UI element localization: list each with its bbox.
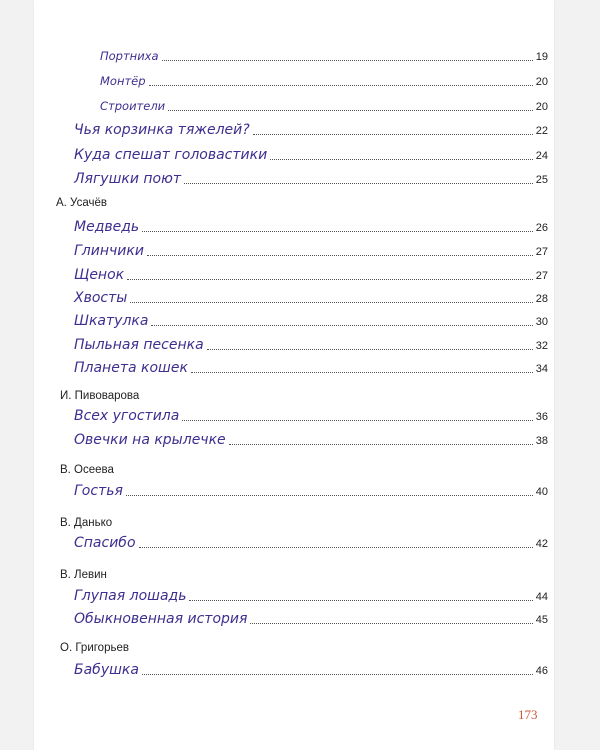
entry-title: Строители (100, 99, 166, 113)
entry-title: Спасибо (74, 535, 136, 551)
entry-title: Глупая лошадь (74, 588, 187, 604)
entry-title: Гостья (74, 483, 123, 499)
leader-dots (142, 674, 533, 675)
toc-entry (74, 118, 548, 138)
author-name: В. Данько (60, 517, 113, 529)
leader-dots (126, 495, 533, 496)
entry-page: 32 (535, 340, 548, 352)
toc-entry (74, 531, 548, 551)
entry-page: 25 (535, 174, 548, 186)
leader-dots (189, 600, 532, 601)
toc-entry (74, 428, 548, 448)
author-name: В. Левин (60, 569, 107, 581)
entry-page: 22 (535, 125, 548, 137)
entry-title: Планета кошек (74, 360, 188, 376)
leader-dots (207, 349, 533, 350)
entry-title: Щенок (74, 267, 125, 283)
page-number: 173 (518, 707, 538, 722)
entry-page: 45 (535, 614, 548, 626)
entry-page: 46 (535, 665, 548, 677)
leader-dots (253, 134, 533, 135)
entry-title: Овечки на крылечке (74, 432, 226, 448)
entry-title: Куда спешат головастики (74, 147, 268, 163)
toc-entry (74, 356, 548, 376)
entry-title: Бабушка (74, 662, 139, 678)
entry-page: 34 (535, 363, 548, 375)
entry-page: 20 (535, 101, 548, 113)
toc-entry (74, 143, 548, 163)
toc-entry (74, 658, 548, 678)
leader-dots (139, 547, 533, 548)
author-name: В. Осеева (60, 464, 114, 476)
book-page (34, 0, 554, 750)
entry-title: Всех угостила (74, 408, 180, 424)
leader-dots (142, 231, 533, 232)
leader-dots (162, 60, 533, 61)
author-name: А. Усачёв (56, 197, 107, 209)
leader-dots (184, 183, 533, 184)
leader-dots (168, 110, 533, 111)
entry-page: 36 (535, 411, 548, 423)
toc-entry (100, 94, 548, 114)
toc-entry (100, 44, 548, 64)
leader-dots (130, 302, 532, 303)
toc-entry (74, 584, 548, 604)
entry-title: Портниха (100, 49, 159, 63)
entry-page: 38 (535, 435, 548, 447)
leader-dots (270, 159, 533, 160)
toc-entry (74, 607, 548, 627)
toc-entry (100, 69, 548, 89)
entry-title: Обыкновенная история (74, 611, 248, 627)
toc-entry (74, 286, 548, 306)
leader-dots (147, 255, 533, 256)
toc-entry (74, 404, 548, 424)
entry-page: 20 (535, 76, 548, 88)
entry-title: Лягушки поют (74, 171, 182, 187)
entry-title: Глинчики (74, 243, 144, 259)
entry-page: 30 (535, 316, 548, 328)
leader-dots (127, 279, 533, 280)
entry-page: 40 (535, 486, 548, 498)
toc-entry (74, 479, 548, 499)
toc-entry (74, 309, 548, 329)
leader-dots (149, 85, 533, 86)
entry-page: 28 (535, 293, 548, 305)
entry-title: Медведь (74, 219, 140, 235)
entry-page: 24 (535, 150, 548, 162)
toc-entry (74, 167, 548, 187)
toc-entry (74, 263, 548, 283)
entry-title: Монтёр (100, 74, 146, 88)
leader-dots (250, 623, 532, 624)
entry-title: Шкатулка (74, 313, 149, 329)
entry-page: 42 (535, 538, 548, 550)
entry-title: Чья корзинка тяжелей? (74, 122, 250, 138)
author-name: О. Григорьев (60, 642, 129, 654)
leader-dots (151, 325, 532, 326)
entry-title: Хвосты (74, 290, 128, 306)
toc-entry (74, 239, 548, 259)
entry-page: 27 (535, 270, 548, 282)
leader-dots (182, 420, 532, 421)
entry-page: 27 (535, 246, 548, 258)
author-name: И. Пивоварова (60, 390, 140, 402)
leader-dots (229, 444, 533, 445)
entry-page: 44 (535, 591, 548, 603)
entry-title: Пыльная песенка (74, 337, 204, 353)
toc-entry (74, 215, 548, 235)
entry-page: 26 (535, 222, 548, 234)
entry-page: 19 (535, 51, 548, 63)
leader-dots (191, 372, 533, 373)
toc-entry (74, 333, 548, 353)
